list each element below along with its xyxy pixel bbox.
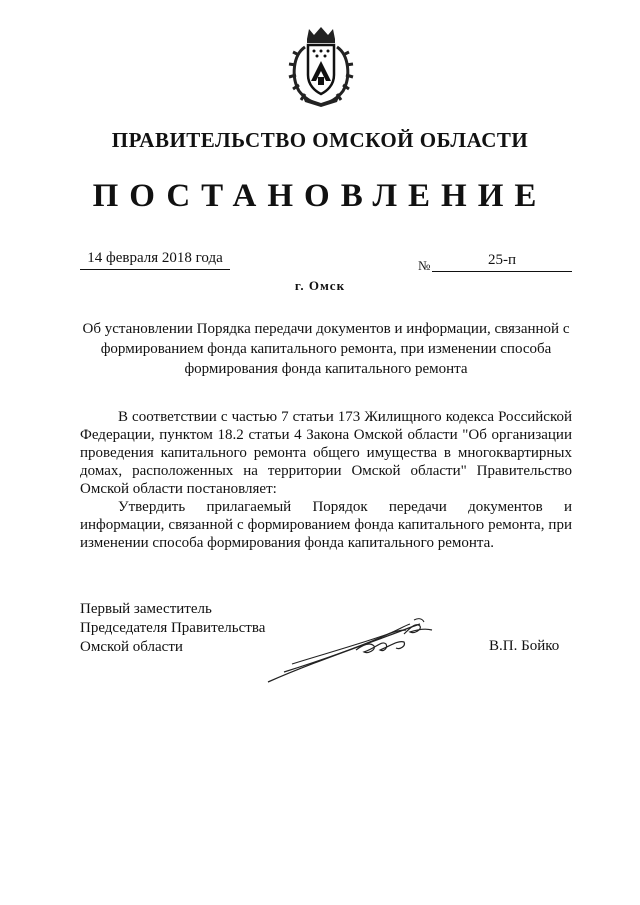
- handwritten-signature-icon: [264, 614, 444, 686]
- organization-title: ПРАВИТЕЛЬСТВО ОМСКОЙ ОБЛАСТИ: [111, 128, 529, 152]
- number-underline: [432, 271, 572, 272]
- date-underline: [80, 269, 230, 270]
- document-subject: [80, 319, 572, 379]
- signer-position-line: Председателя Правительства: [80, 620, 266, 636]
- subject-line: формирования фонда капитального ремонта: [184, 361, 468, 377]
- document-body: [80, 408, 572, 552]
- document-type-heading: ПОСТАНОВЛЕНИЕ: [92, 178, 548, 214]
- signer-name: В.П. Бойко: [489, 638, 560, 654]
- number-sign: №: [418, 258, 431, 273]
- body-paragraph-resolution: Утвердить прилагаемый Порядок передачи документов и информации, связанной с формированием фонда капитального ремонта, при изменении способа формирования фонда капитального ремонта.: [80, 499, 572, 551]
- subject-line: формированием фонда капитального ремонта, при изменении способа: [100, 341, 552, 357]
- signer-position-line: Первый заместитель: [80, 601, 212, 617]
- coat-of-arms-icon: [287, 25, 355, 107]
- signer-position: [80, 600, 265, 657]
- signer-position-line: Омской области: [80, 639, 183, 655]
- document-number: 25-п: [487, 252, 517, 268]
- subject-line: Об установлении Порядка передачи документов и информации, связанной с: [82, 321, 570, 337]
- body-paragraph-preamble: В соответствии с частью 7 статьи 173 Жилищного кодекса Российской Федерации, пунктом 18.2 статьи 4 Закона Омской области "Об организации проведения капитального ремонта общего имущества в многоквартирных домах, расположенных на территории Омской области" Правительство Омской области постановляет:: [80, 409, 572, 497]
- document-date: 14 февраля 2018 года: [87, 250, 223, 266]
- city-label: г. Омск: [294, 278, 346, 293]
